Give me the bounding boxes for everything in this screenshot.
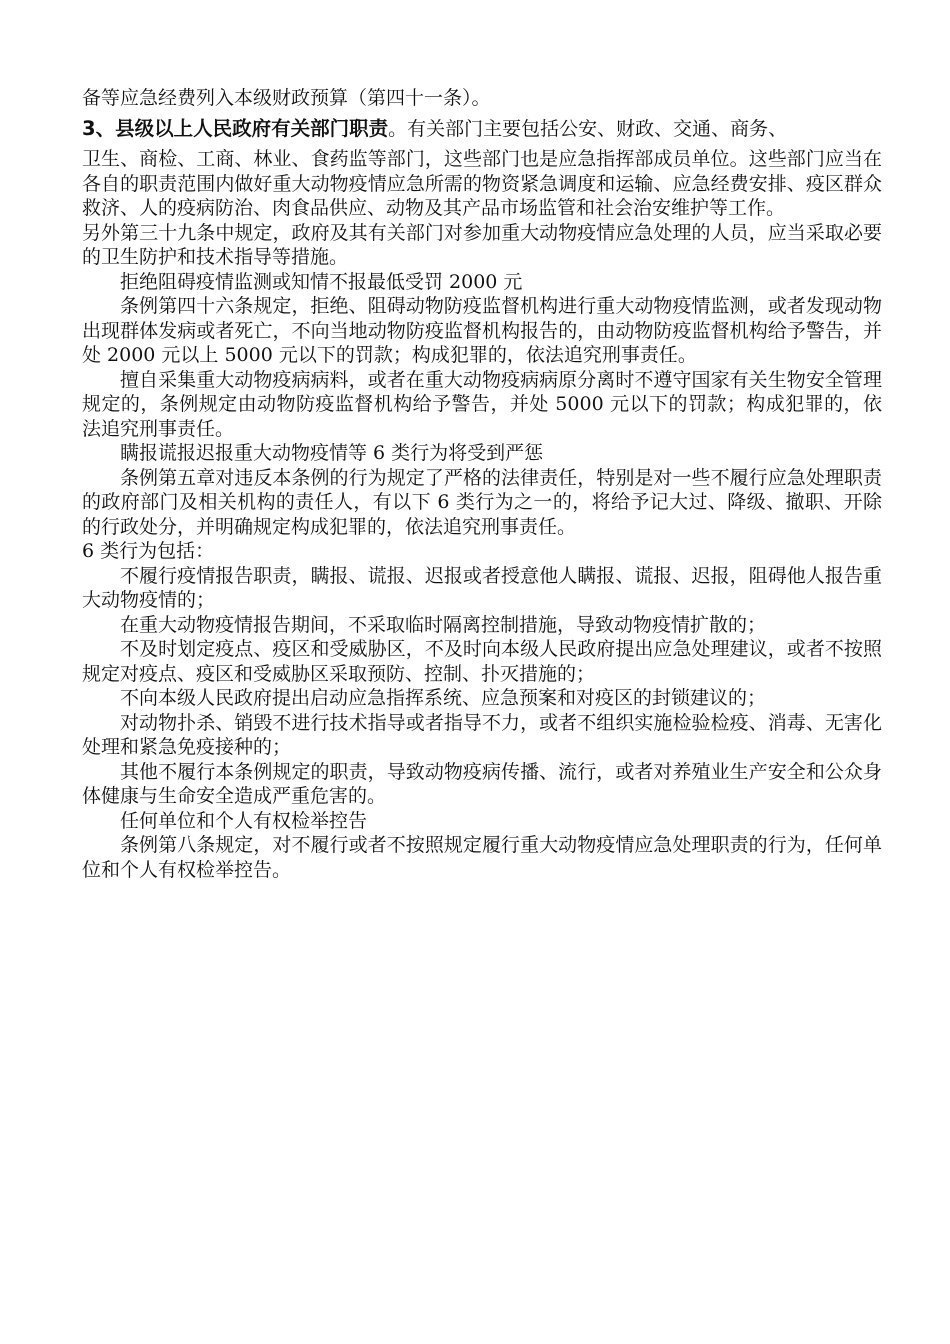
paragraph-article-46: 条例第四十六条规定，拒绝、阻碍动物防疫监督机构进行重大动物疫情监测，或者发现动物出现群体发病或者死亡，不向当地动物防疫监督机构报告的，由动物防疫监督机构给予警告，并处 2000 元以上 5000 元以下的罚款；构成犯罪的，依法追究刑事责任。 [82,295,882,366]
paragraph-six-behaviors-intro: 6 类行为包括： [82,540,215,562]
section-heading-title: 3、县级以上人民政府有关部门职责 [82,116,389,140]
list-item-behavior-4: 不向本级人民政府提出启动应急指挥系统、应急预案和对疫区的封锁建议的； [120,687,767,709]
subheading-monitoring-penalty: 拒绝阻碍疫情监测或知情不报最低受罚 2000 元 [120,270,523,293]
list-item-behavior-6: 其他不履行本条例规定的职责，导致动物疫病传播、流行，或者对养殖业生产安全和公众身体健康与生命安全造成严重危害的。 [82,760,882,807]
section-heading-rest: 。有关部门主要包括公安、财政、交通、商务、 [388,117,788,140]
paragraph-budget: 备等应急经费列入本级财政预算（第四十一条）。 [82,87,491,109]
list-item-behavior-2: 在重大动物疫情报告期间，不采取临时隔离控制措施，导致动物疫情扩散的； [120,613,767,636]
paragraph-chapter-5: 条例第五章对违反本条例的行为规定了严格的法律责任，特别是对一些不履行应急处理职责的政府部门及相关机构的责任人，有以下 6 类行为之一的，将给予记大过、降级、撤职、开除的行政处分，并明确规定构成犯罪的，依法追究刑事责任。 [82,466,882,538]
paragraph-departments: 卫生、商检、工商、林业、食药监等部门，这些部门也是应急指挥部成员单位。这些部门应当在各自的职责范围内做好重大动物疫情应急所需的物资紧急调度和运输、应急经费安排、疫区群众救济、人的疫病防治、肉食品供应、动物及其产品市场监管和社会治安维护等工作。 [82,148,882,219]
list-item-behavior-1: 不履行疫情报告职责，瞒报、谎报、迟报或者授意他人瞒报、谎报、迟报，阻碍他人报告重大动物疫情的； [82,564,882,611]
paragraph-sample-collection: 擅自采集重大动物疫病病料，或者在重大动物疫病病原分离时不遵守国家有关生物安全管理规定的，条例规定由动物防疫监督机构给予警告，并处 5000 元以下的罚款；构成犯罪的，依法追究刑事责任。 [82,368,882,440]
list-item-behavior-5: 对动物扑杀、销毁不进行技术指导或者指导不力，或者不组织实施检验检疫、消毒、无害化处理和紧急免疫接种的； [82,711,882,758]
paragraph-article-39: 另外第三十九条中规定，政府及其有关部门对参加重大动物疫情应急处理的人员，应当采取必要的卫生防护和技术指导等措施。 [82,221,882,268]
section-heading-3 [82,117,882,142]
document-page [82,86,882,882]
paragraph-article-8: 条例第八条规定，对不履行或者不按照规定履行重大动物疫情应急处理职责的行为，任何单位和个人有权检举控告。 [82,834,882,881]
subheading-six-behaviors: 瞒报谎报迟报重大动物疫情等 6 类行为将受到严惩 [120,442,544,464]
list-item-behavior-3: 不及时划定疫点、疫区和受威胁区，不及时向本级人民政府提出应急处理建议，或者不按照规定对疫点、疫区和受威胁区采取预防、控制、扑灭措施的； [82,638,882,685]
subheading-report-rights: 任何单位和个人有权检举控告 [120,809,368,832]
